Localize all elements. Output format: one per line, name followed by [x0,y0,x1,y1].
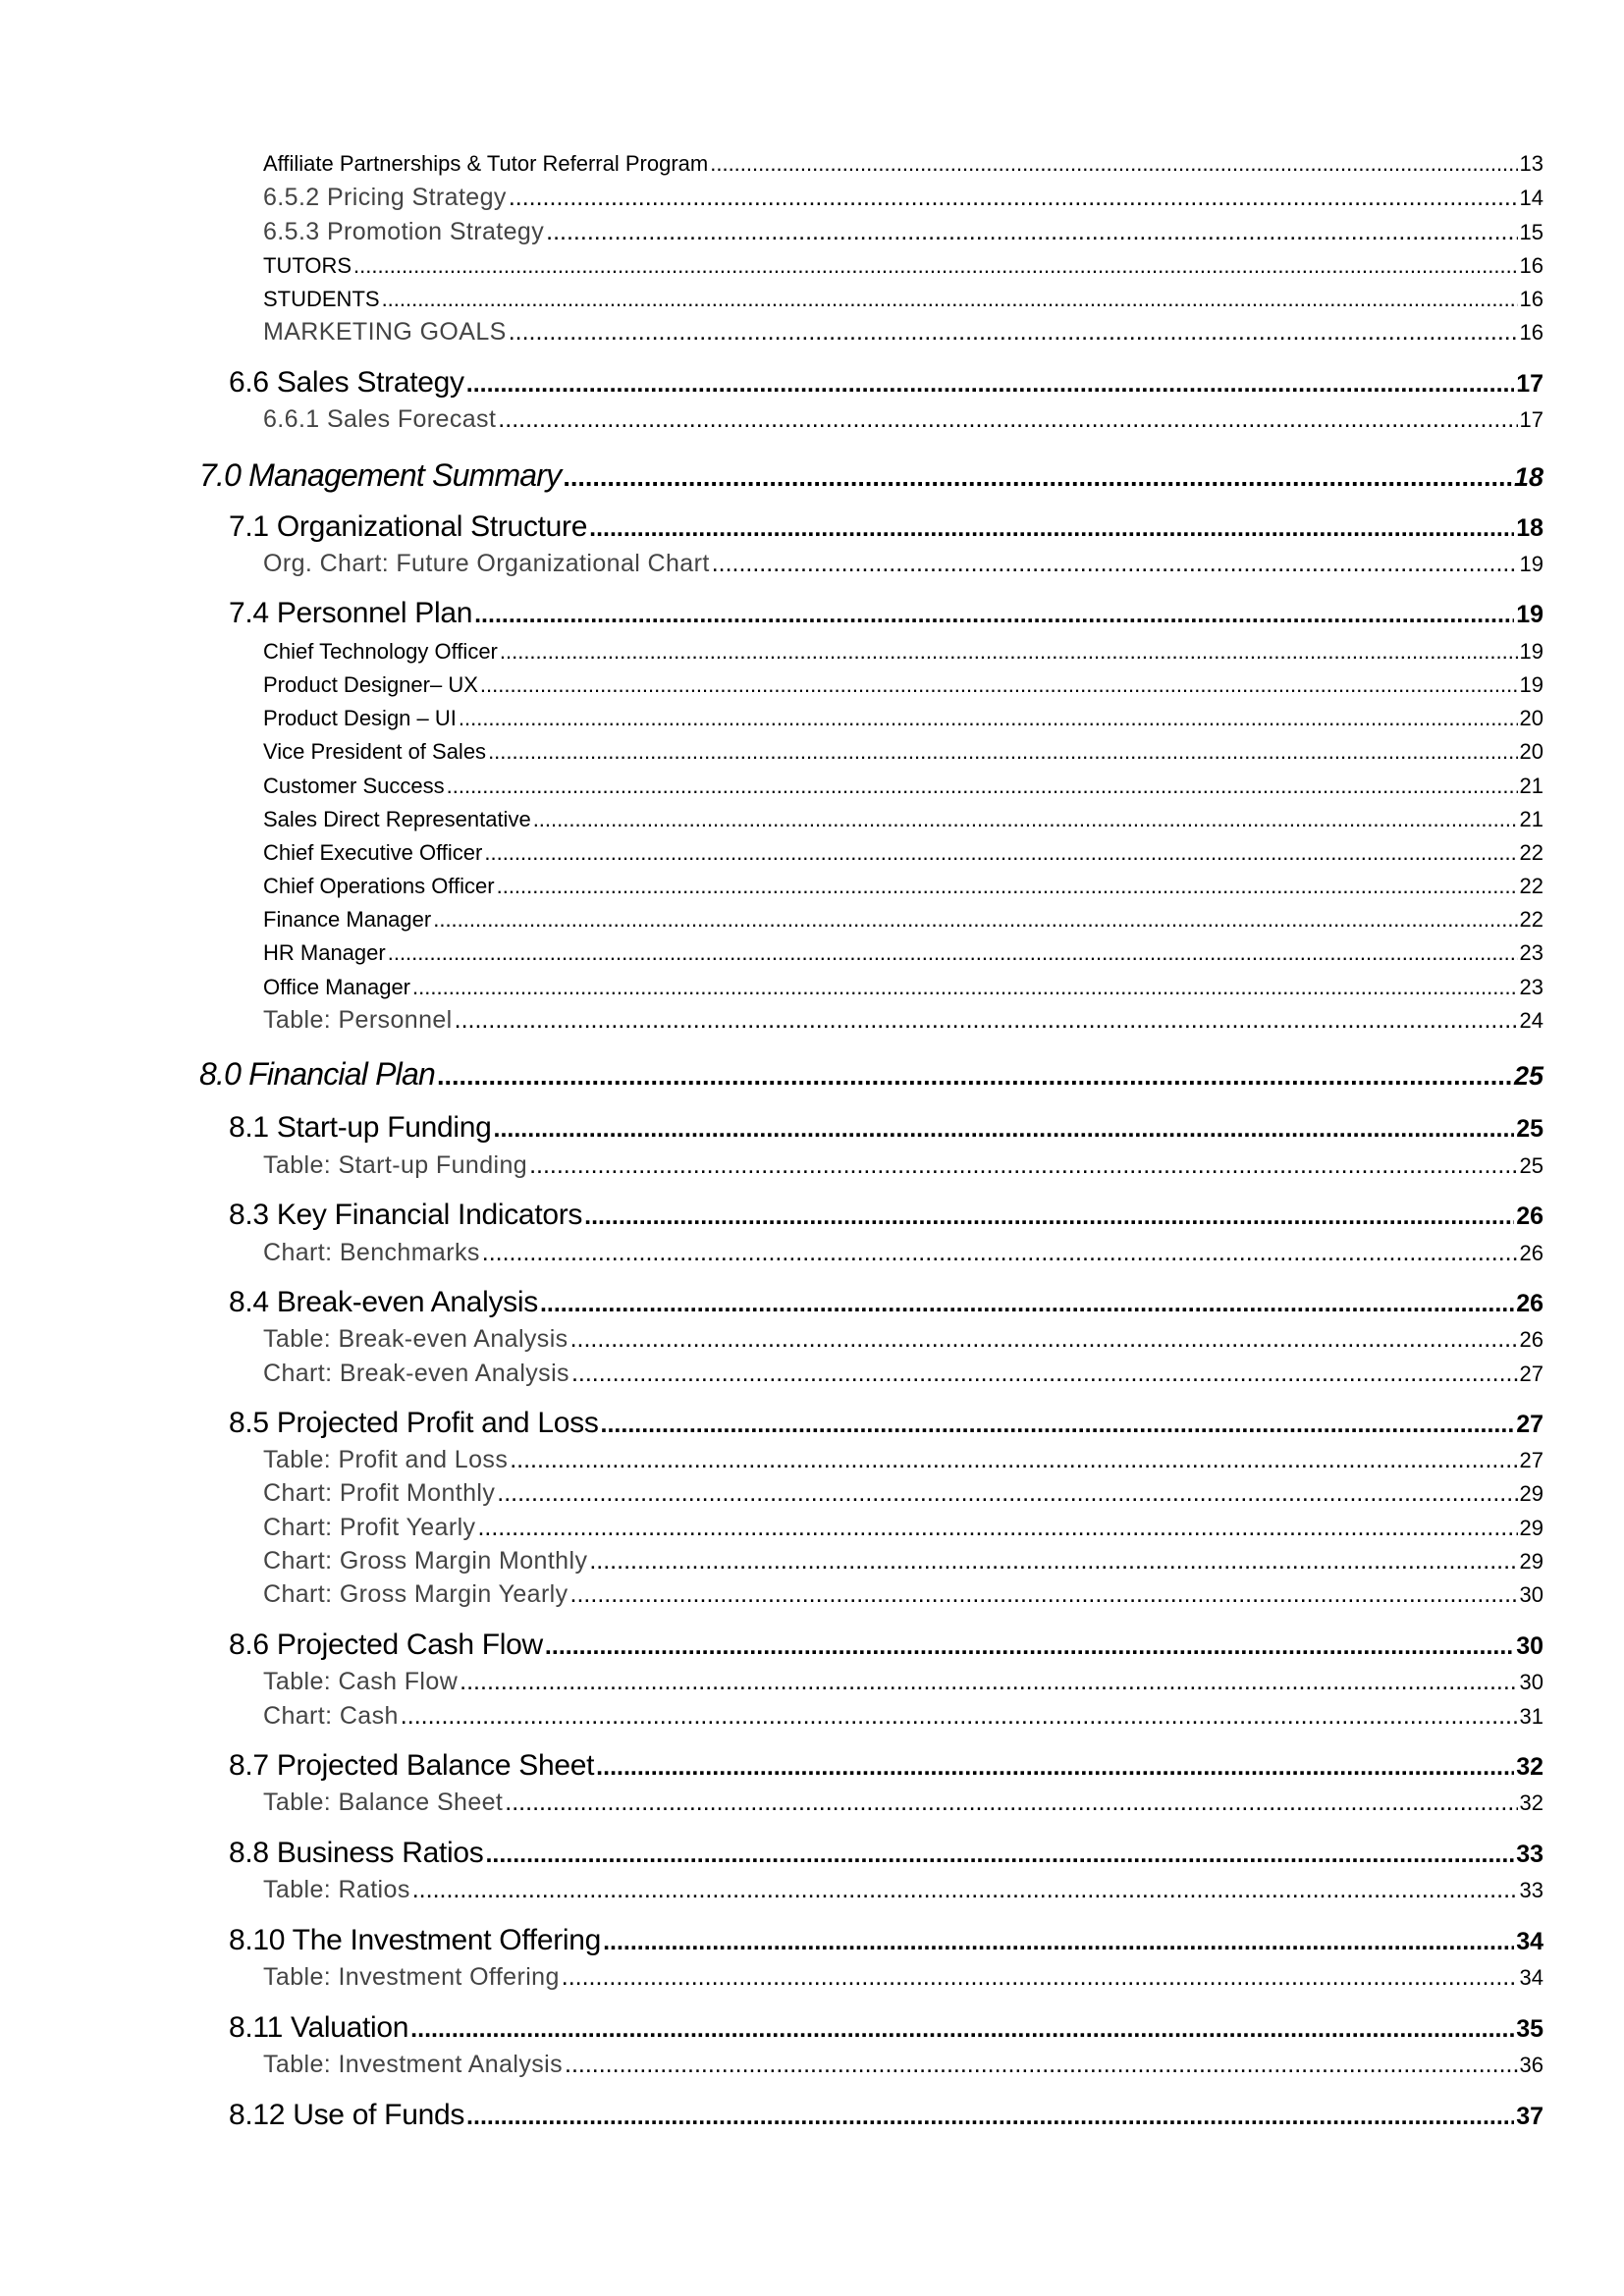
toc-entry-page: 29 [1519,1516,1543,1540]
toc-entry-title: Chart: Benchmarks [263,1239,480,1266]
toc-entry-page: 16 [1519,320,1543,345]
dot-leader [509,184,1518,212]
toc-entry[interactable] [263,287,1543,312]
dot-leader [482,1239,1518,1267]
toc-entry-page: 13 [1519,151,1543,176]
dot-leader [459,706,1518,731]
dot-leader [712,550,1518,578]
toc-entry-title: 8.4 Break-even Analysis [229,1286,538,1318]
toc-entry[interactable] [263,151,1543,177]
toc-entry-title: Org. Chart: Future Organizational Chart [263,550,710,577]
toc-entry[interactable] [229,366,1543,400]
dot-leader [382,287,1518,312]
toc-entry-title: Office Manager [263,975,411,999]
toc-entry-page: 33 [1519,1878,1543,1902]
toc-entry-title: Sales Direct Representative [263,807,531,831]
toc-entry[interactable] [263,672,1543,698]
dot-leader [494,1115,1515,1144]
dot-leader [565,2051,1518,2079]
toc-entry-title: 6.5.2 Pricing Strategy [263,184,507,211]
dot-leader [571,1360,1518,1388]
toc-entry[interactable] [229,1286,1543,1319]
toc-entry[interactable] [229,1199,1543,1232]
toc-entry-page: 32 [1519,1790,1543,1815]
toc-entry[interactable] [263,1789,1543,1817]
dot-leader [498,405,1517,434]
toc-entry-title: 8.0 Financial Plan [199,1056,435,1092]
dot-leader [474,601,1514,629]
toc-entry-page: 26 [1516,1202,1543,1230]
toc-entry[interactable] [263,807,1543,832]
toc-entry[interactable] [263,1006,1543,1035]
toc-entry[interactable] [263,907,1543,933]
toc-entry-title: Chief Executive Officer [263,840,483,865]
toc-entry[interactable] [263,1547,1543,1575]
dot-leader [455,1006,1518,1035]
dot-leader [401,1702,1518,1731]
toc-entry-title: Table: Start-up Funding [263,1151,528,1179]
toc-entry-page: 25 [1519,1153,1543,1178]
dot-leader [510,1446,1517,1474]
dot-leader [497,874,1518,899]
toc-entry-page: 21 [1519,807,1543,831]
dot-leader [533,807,1518,832]
dot-leader [388,940,1518,966]
toc-entry-page: 25 [1516,1115,1543,1143]
toc-entry-page: 36 [1519,2053,1543,2077]
toc-entry-title: TUTORS [263,253,352,278]
toc-entry-title: Vice President of Sales [263,739,487,764]
dot-leader [353,253,1517,279]
toc-entry-page: 18 [1513,462,1543,492]
toc-entry-page: 32 [1516,1753,1543,1781]
toc-entry-page: 37 [1516,2103,1543,2130]
dot-leader [410,2015,1514,2044]
toc-entry-title: Chart: Break-even Analysis [263,1360,569,1387]
dot-leader [710,151,1517,177]
toc-entry[interactable] [199,457,1543,494]
toc-entry-page: 26 [1519,1241,1543,1265]
toc-entry-title: Table: Cash Flow [263,1668,459,1695]
toc-entry[interactable] [229,597,1543,630]
toc-entry-title: Table: Balance Sheet [263,1789,504,1816]
toc-entry-title: 6.6.1 Sales Forecast [263,405,497,433]
toc-entry-page: 30 [1519,1582,1543,1607]
toc-entry[interactable] [229,1837,1543,1870]
toc-entry-title: Product Designer– UX [263,672,478,697]
toc-entry[interactable] [263,1239,1543,1267]
toc-entry-title: MARKETING GOALS [263,318,507,346]
toc-entry-page: 22 [1519,874,1543,898]
toc-entry-page: 27 [1519,1362,1543,1386]
dot-leader [412,1876,1518,1904]
dot-leader [596,1753,1514,1782]
toc-entry[interactable] [263,975,1543,1000]
toc-entry-page: 34 [1519,1965,1543,1990]
dot-leader [603,1928,1514,1956]
toc-entry-page: 27 [1519,1448,1543,1472]
toc-entry-title: 8.3 Key Financial Indicators [229,1199,583,1231]
toc-entry[interactable] [263,1668,1543,1696]
toc-entry[interactable] [263,706,1543,731]
toc-entry[interactable] [263,550,1543,578]
toc-entry[interactable] [263,1479,1543,1508]
toc-entry[interactable] [263,1514,1543,1542]
toc-entry-page: 26 [1516,1290,1543,1317]
toc-entry-title: Table: Investment Offering [263,1963,560,1991]
dot-leader [540,1290,1514,1318]
toc-entry-title: 8.7 Projected Balance Sheet [229,1749,595,1782]
dot-leader [500,639,1518,665]
dot-leader [488,739,1517,765]
dot-leader [484,840,1517,866]
toc-entry[interactable] [263,1151,1543,1180]
toc-entry-page: 16 [1519,287,1543,311]
toc-entry-page: 23 [1519,975,1543,999]
dot-leader [589,514,1514,543]
toc-entry-page: 21 [1519,774,1543,798]
toc-entry[interactable] [263,940,1543,966]
toc-entry[interactable] [263,184,1543,212]
dot-leader [529,1151,1517,1180]
toc-entry-page: 31 [1519,1704,1543,1729]
toc-entry-title: Table: Profit and Loss [263,1446,509,1473]
toc-entry-title: 6.5.3 Promotion Strategy [263,218,545,245]
dot-leader [460,1668,1517,1696]
dot-leader [570,1580,1518,1609]
toc-entry-title: 6.6 Sales Strategy [229,366,464,399]
toc-entry-title: Chief Operations Officer [263,874,495,898]
dot-leader [562,1963,1518,1992]
dot-leader [477,1514,1517,1542]
toc-entry-page: 19 [1516,601,1543,628]
toc-entry-title: STUDENTS [263,287,380,311]
toc-entry-title: 8.6 Projected Cash Flow [229,1629,543,1661]
toc-entry-title: HR Manager [263,940,386,965]
toc-entry-title: 8.1 Start-up Funding [229,1111,492,1144]
dot-leader [433,907,1517,933]
toc-entry-title: Chart: Profit Yearly [263,1514,476,1541]
toc-entry[interactable] [263,840,1543,866]
toc-entry-page: 26 [1519,1327,1543,1352]
toc-entry[interactable] [263,874,1543,899]
dot-leader [570,1325,1518,1354]
toc-entry-page: 34 [1516,1928,1543,1955]
toc-entry-title: 8.12 Use of Funds [229,2099,465,2131]
toc-entry-page: 30 [1516,1632,1543,1660]
toc-entry[interactable] [263,1446,1543,1474]
toc-entry-page: 20 [1519,739,1543,764]
toc-entry-title: Chief Technology Officer [263,639,498,664]
toc-entry[interactable] [263,1963,1543,1992]
dot-leader [584,1202,1514,1231]
dot-leader [412,975,1518,1000]
toc-entry-title: 7.1 Organizational Structure [229,510,588,543]
toc-entry-page: 19 [1519,672,1543,697]
toc-entry-page: 16 [1519,253,1543,278]
toc-entry-page: 33 [1516,1841,1543,1868]
dot-leader [601,1411,1515,1439]
toc-entry-page: 17 [1516,370,1543,398]
toc-entry-title: Chart: Profit Monthly [263,1479,496,1507]
toc-entry-page: 22 [1519,907,1543,932]
toc-entry-page: 22 [1519,840,1543,865]
dot-leader [497,1479,1517,1508]
toc-entry-page: 17 [1519,407,1543,432]
toc-entry-title: Affiliate Partnerships & Tutor Referral Program [263,151,709,176]
toc-entry[interactable] [229,510,1543,544]
toc-entry-page: 20 [1519,706,1543,730]
toc-entry-page: 15 [1519,220,1543,244]
toc-entry[interactable] [229,1111,1543,1145]
dot-leader [546,218,1517,246]
toc-entry[interactable] [263,1360,1543,1388]
dot-leader [545,1632,1514,1661]
dot-leader [447,774,1518,799]
dot-leader [466,370,1514,399]
toc-entry-title: 7.4 Personnel Plan [229,597,473,629]
toc-entry-title: Chart: Cash [263,1702,399,1730]
toc-entry-page: 24 [1519,1008,1543,1033]
toc-entry-page: 19 [1519,639,1543,664]
toc-entry[interactable] [199,1056,1543,1093]
toc-entry-page: 18 [1516,514,1543,542]
toc-entry[interactable] [263,2051,1543,2079]
toc-entry[interactable] [229,1629,1543,1662]
toc-entry[interactable] [263,253,1543,279]
toc-entry[interactable] [229,1407,1543,1440]
toc-entry[interactable] [263,1702,1543,1731]
toc-entry-title: Product Design – UI [263,706,457,730]
dot-leader [589,1547,1517,1575]
toc-entry-page: 30 [1519,1670,1543,1694]
toc-entry-title: 8.5 Projected Profit and Loss [229,1407,599,1439]
toc-entry-title: Table: Investment Analysis [263,2051,563,2078]
toc-entry[interactable] [229,2011,1543,2045]
toc-entry-title: Table: Ratios [263,1876,410,1903]
toc-entry-title: Table: Personnel [263,1006,453,1034]
toc-entry-title: 7.0 Management Summary [199,457,562,493]
toc-entry-page: 23 [1519,940,1543,965]
toc-entry-page: 35 [1516,2015,1543,2043]
toc-entry-page: 29 [1519,1549,1543,1574]
toc-entry-title: 8.11 Valuation [229,2011,409,2044]
toc-entry-title: Table: Break-even Analysis [263,1325,568,1353]
toc-entry-title: 8.10 The Investment Offering [229,1924,602,1956]
toc-entry-page: 19 [1519,552,1543,576]
toc-entry-title: Customer Success [263,774,445,798]
toc-entry-page: 29 [1519,1481,1543,1506]
toc-entry[interactable] [263,1580,1543,1609]
dot-leader [437,1061,1512,1092]
toc-entry-title: Chart: Gross Margin Monthly [263,1547,588,1575]
toc-entry[interactable] [229,1924,1543,1957]
toc-entry[interactable] [263,218,1543,246]
toc-entry-title: 8.8 Business Ratios [229,1837,484,1869]
dot-leader [563,462,1512,493]
dot-leader [505,1789,1517,1817]
toc-entry[interactable] [263,1876,1543,1904]
dot-leader [509,318,1518,347]
toc-entry-page: 14 [1519,186,1543,210]
dot-leader [485,1841,1514,1869]
toc-entry[interactable] [263,639,1543,665]
toc-entry[interactable] [263,318,1543,347]
toc-entry[interactable] [229,2099,1543,2132]
toc-entry-page: 25 [1513,1061,1543,1091]
toc-entry[interactable] [229,1749,1543,1783]
toc-entry-title: Finance Manager [263,907,432,932]
toc-entry[interactable] [263,774,1543,799]
toc-entry[interactable] [263,739,1543,765]
toc-entry-title: Chart: Gross Margin Yearly [263,1580,568,1608]
dot-leader [466,2103,1514,2131]
toc-entry[interactable] [263,1325,1543,1354]
dot-leader [480,672,1518,698]
toc-entry-page: 27 [1516,1411,1543,1438]
toc-entry[interactable] [263,405,1543,434]
